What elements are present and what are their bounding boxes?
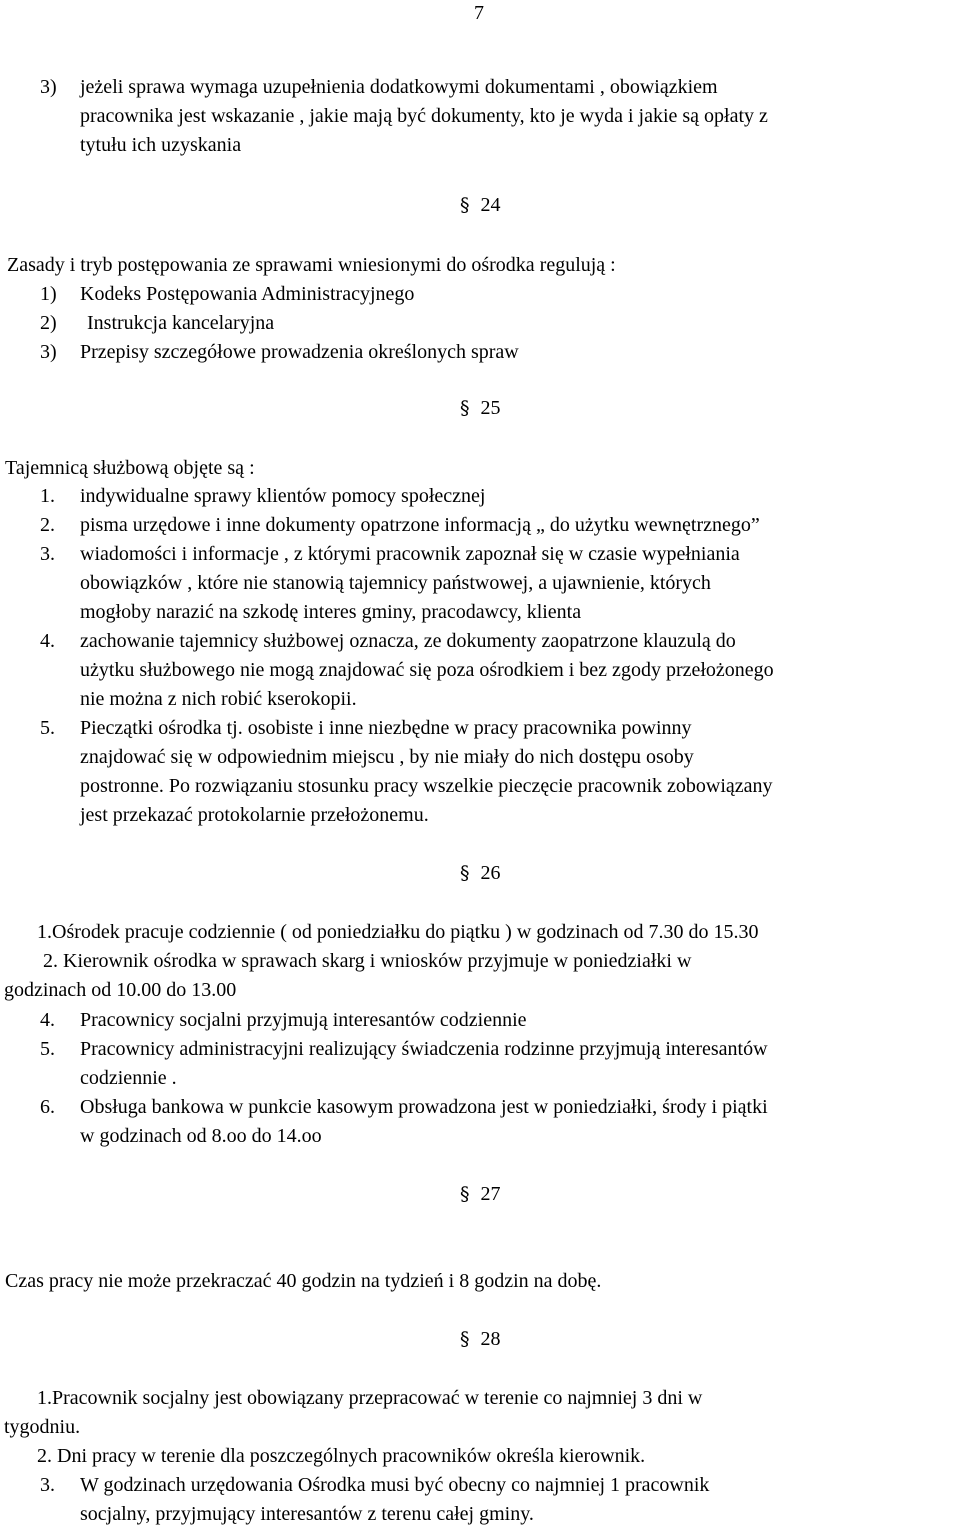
list-item-number: 3. xyxy=(40,543,55,565)
section-symbol: § xyxy=(460,1328,470,1350)
section-heading-28 xyxy=(460,1329,501,1349)
list-item-number: 2. xyxy=(40,514,55,536)
page-number: 7 xyxy=(474,2,484,24)
list-item-number: 3) xyxy=(40,341,57,363)
list-item: pisma urzędowe i inne dokumenty opatrzone informacją „ do użytku wewnętrznego” xyxy=(80,514,760,536)
list-item: wiadomości i informacje , z którymi pracownik zapoznał się w czasie wypełniania xyxy=(80,543,740,565)
paragraph-line: Czas pracy nie może przekraczać 40 godzin na tydzień i 8 godzin na dobę. xyxy=(5,1270,602,1292)
section-heading-24 xyxy=(460,195,501,215)
list-item-number: 1. xyxy=(40,485,55,507)
section-heading-26 xyxy=(460,863,501,883)
section-symbol: § xyxy=(460,397,470,419)
paragraph-line: 1.Pracownik socjalny jest obowiązany przepracować w terenie co najmniej 3 dni w xyxy=(37,1387,703,1409)
section-symbol: § xyxy=(460,1183,470,1205)
list-item: zachowanie tajemnicy służbowej oznacza, ze dokumenty zaopatrzone klauzulą do xyxy=(80,630,736,652)
paragraph-line: pracownika jest wskazanie , jakie mają być dokumenty, kto je wyda i jakie są opłaty z xyxy=(80,105,768,127)
list-item-number: 4. xyxy=(40,630,55,652)
list-item: Kodeks Postępowania Administracyjnego xyxy=(80,283,415,305)
list-item: nie można z nich robić kserokopii. xyxy=(80,688,357,710)
list-item: w godzinach od 8.oo do 14.oo xyxy=(80,1125,322,1147)
list-item-number: 3) xyxy=(40,76,57,98)
paragraph-line: W godzinach urzędowania Ośrodka musi być obecny co najmniej 1 pracownik xyxy=(80,1474,710,1496)
list-item-number: 5. xyxy=(40,717,55,739)
list-item: Przepisy szczegółowe prowadzenia określonych spraw xyxy=(80,341,519,363)
list-item: jest przekazać protokolarnie przełożonemu. xyxy=(80,804,429,826)
list-item-number: 5. xyxy=(40,1038,55,1060)
section-number: 25 xyxy=(480,397,501,419)
list-item-number: 4. xyxy=(40,1009,55,1031)
section-number: 27 xyxy=(480,1183,501,1205)
paragraph-line: godzinach od 10.00 do 13.00 xyxy=(4,979,237,1001)
paragraph-line: tygodniu. xyxy=(4,1416,81,1438)
list-item: Obsługa bankowa w punkcie kasowym prowadzona jest w poniedziałki, środy i piątki xyxy=(80,1096,768,1118)
section-intro: Zasady i tryb postępowania ze sprawami wniesionymi do ośrodka regulują : xyxy=(7,254,616,276)
section-number: 24 xyxy=(480,194,501,216)
list-item-number: 6. xyxy=(40,1096,55,1118)
paragraph-line: 2. Kierownik ośrodka w sprawach skarg i wniosków przyjmuje w poniedziałki w xyxy=(43,950,692,972)
paragraph-line: socjalny, przyjmujący interesantów z terenu całej gminy. xyxy=(80,1503,534,1525)
paragraph-line: jeżeli sprawa wymaga uzupełnienia dodatkowymi dokumentami , obowiązkiem xyxy=(80,76,718,98)
list-item-number: 1) xyxy=(40,283,57,305)
paragraph-line: 2. Dni pracy w terenie dla poszczególnych pracowników określa kierownik. xyxy=(37,1445,646,1467)
section-heading-25 xyxy=(460,398,501,418)
section-symbol: § xyxy=(460,194,470,216)
section-intro: Tajemnicą służbową objęte są : xyxy=(5,457,255,479)
paragraph-line: tytułu ich uzyskania xyxy=(80,134,242,156)
section-heading-27 xyxy=(460,1184,501,1204)
list-item: codziennie . xyxy=(80,1067,177,1089)
section-symbol: § xyxy=(460,862,470,884)
paragraph-line: 1.Ośrodek pracuje codziennie ( od poniedziałku do piątku ) w godzinach od 7.30 do 15.30 xyxy=(37,921,759,943)
list-item: indywidualne sprawy klientów pomocy społecznej xyxy=(80,485,486,507)
list-item: obowiązków , które nie stanowią tajemnicy państwowej, a ujawnienie, których xyxy=(80,572,711,594)
list-item: mogłoby narazić na szkodę interes gminy, pracodawcy, klienta xyxy=(80,601,582,623)
section-number: 28 xyxy=(480,1328,501,1350)
list-item: znajdować się w odpowiednim miejscu , by nie miały do nich dostępu osoby xyxy=(80,746,694,768)
list-item: Instrukcja kancelaryjna xyxy=(87,312,275,334)
section-number: 26 xyxy=(480,862,501,884)
list-item: Pracownicy administracyjni realizujący świadczenia rodzinne przyjmują interesantów xyxy=(80,1038,768,1060)
list-item: użytku służbowego nie mogą znajdować się poza ośrodkiem i bez zgody przełożonego xyxy=(80,659,774,681)
list-item: postronne. Po rozwiązaniu stosunku pracy wszelkie pieczęcie pracownik zobowiązany xyxy=(80,775,773,797)
list-item-number: 2) xyxy=(40,312,57,334)
list-item: Pieczątki ośrodka tj. osobiste i inne niezbędne w pracy pracownika powinny xyxy=(80,717,692,739)
list-item-number: 3. xyxy=(40,1474,55,1496)
list-item: Pracownicy socjalni przyjmują interesantów codziennie xyxy=(80,1009,527,1031)
